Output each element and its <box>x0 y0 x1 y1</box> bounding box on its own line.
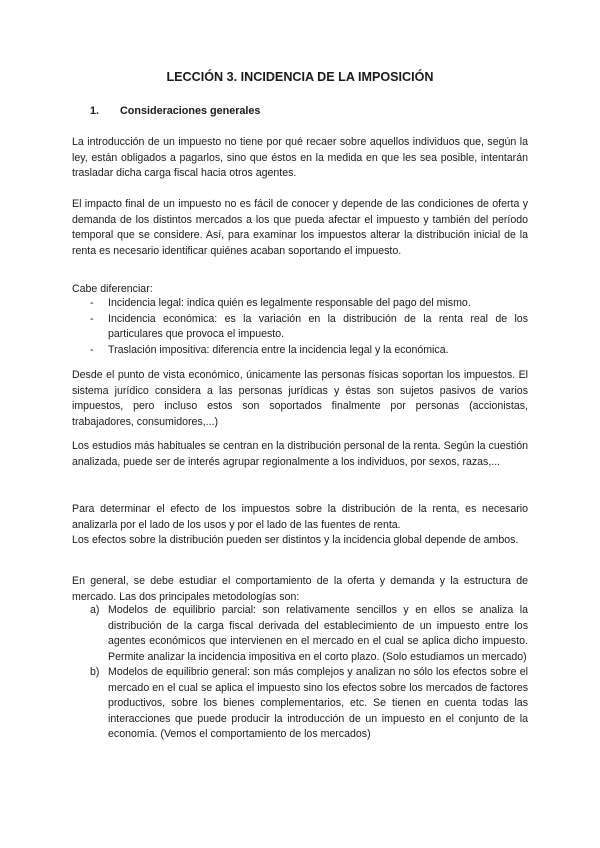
list-item-text: Modelos de equilibrio parcial: son relativamente sencillos y en ellos se analiza la distribución de la carga fiscal derivada del establecimiento de un impuesto entre los agentes económicos que intervienen en el mercado en el cual se aplica dicho impuesto. Permite analizar la incidencia impositiva en el corto plazo. (Solo estudiamos un mercado) <box>108 604 528 663</box>
dash-marker: - <box>90 297 94 309</box>
methodologies-list <box>90 603 528 743</box>
dash-marker: - <box>90 343 94 356</box>
paragraph-studies: Los estudios más habituales se centran en la distribución personal de la renta. Según la cuestión analizada, puede ser de interés agrupar regionalmente a los individuos, por sexos, razas,... <box>72 440 528 468</box>
paragraph-impact: El impacto final de un impuesto no es fácil de conocer y depende de las condiciones de oferta y demanda de los distintos mercados a los que pueda afectar el impuesto y también del período temporal que se considere. Así, para examinar los impuestos alterar la distribución inicial de la renta es necesario identificar quiénes acaban soportando el impuesto. <box>72 198 528 257</box>
list-item <box>90 665 528 743</box>
list-item-text: Traslación impositiva: diferencia entre la incidencia legal y la económica. <box>108 343 449 356</box>
dash-marker: - <box>90 312 94 325</box>
list-item <box>90 603 528 665</box>
section-heading <box>90 104 260 120</box>
section-heading-text: Consideraciones generales <box>120 105 261 117</box>
paragraph-determine-effect: Para determinar el efecto de los impuestos sobre la distribución de la renta, es necesario analizarla por el lado de los usos y por el lado de las fuentes de renta. <box>72 503 528 531</box>
list-item <box>90 312 528 343</box>
paragraph-methodologies-intro: En general, se debe estudiar el comportamiento de la oferta y demanda y la estructura de mercado. Las dos principales metodologías son: <box>72 575 528 603</box>
paragraph-cabe-diferenciar: Cabe diferenciar: <box>72 283 153 295</box>
paragraph-effects-distribution: Los efectos sobre la distribución pueden ser distintos y la incidencia global depende de ambos. <box>72 534 519 546</box>
paragraph-intro: La introducción de un impuesto no tiene por qué recaer sobre aquellos individuos que, según la ley, están obligados a pagarlos, sino que éstos en la medida en que les sea posible, intentarán trasladar dicha carga fiscal hacia otros agentes. <box>72 136 528 179</box>
section-number: 1. <box>90 105 100 117</box>
page-title: LECCIÓN 3. INCIDENCIA DE LA IMPOSICIÓN <box>166 70 434 84</box>
list-item <box>90 343 528 359</box>
incidence-types-list <box>90 296 528 358</box>
list-item-text: Incidencia económica: es la variación en la distribución de la renta real de los particulares que provoca el impuesto. <box>108 312 528 340</box>
list-item-text: Incidencia legal: indica quién es legalmente responsable del pago del mismo. <box>108 297 471 309</box>
list-marker: a) <box>90 604 100 616</box>
list-marker: b) <box>90 666 100 678</box>
list-item <box>90 296 528 312</box>
list-item-text: Modelos de equilibrio general: son más complejos y analizan no sólo los efectos sobre el mercado en el cual se aplica el impuesto sino los efectos sobre los mercados de factores productivos, sobre los bienes complementarios, etc. Se tienen en cuenta todas las interacciones que puede producir la introducción de un impuesto en el conjunto de la economía. (Vemos el comportamiento de los mercados) <box>108 666 528 740</box>
paragraph-economic-view: Desde el punto de vista económico, únicamente las personas físicas soportan los impuestos. El sistema jurídico considera a las personas jurídicas y éstas son sujetos pasivos de varios impuestos, pero incluso estos son soportados finalmente por personas (accionistas, trabajadores, consumidores,...) <box>72 369 528 428</box>
